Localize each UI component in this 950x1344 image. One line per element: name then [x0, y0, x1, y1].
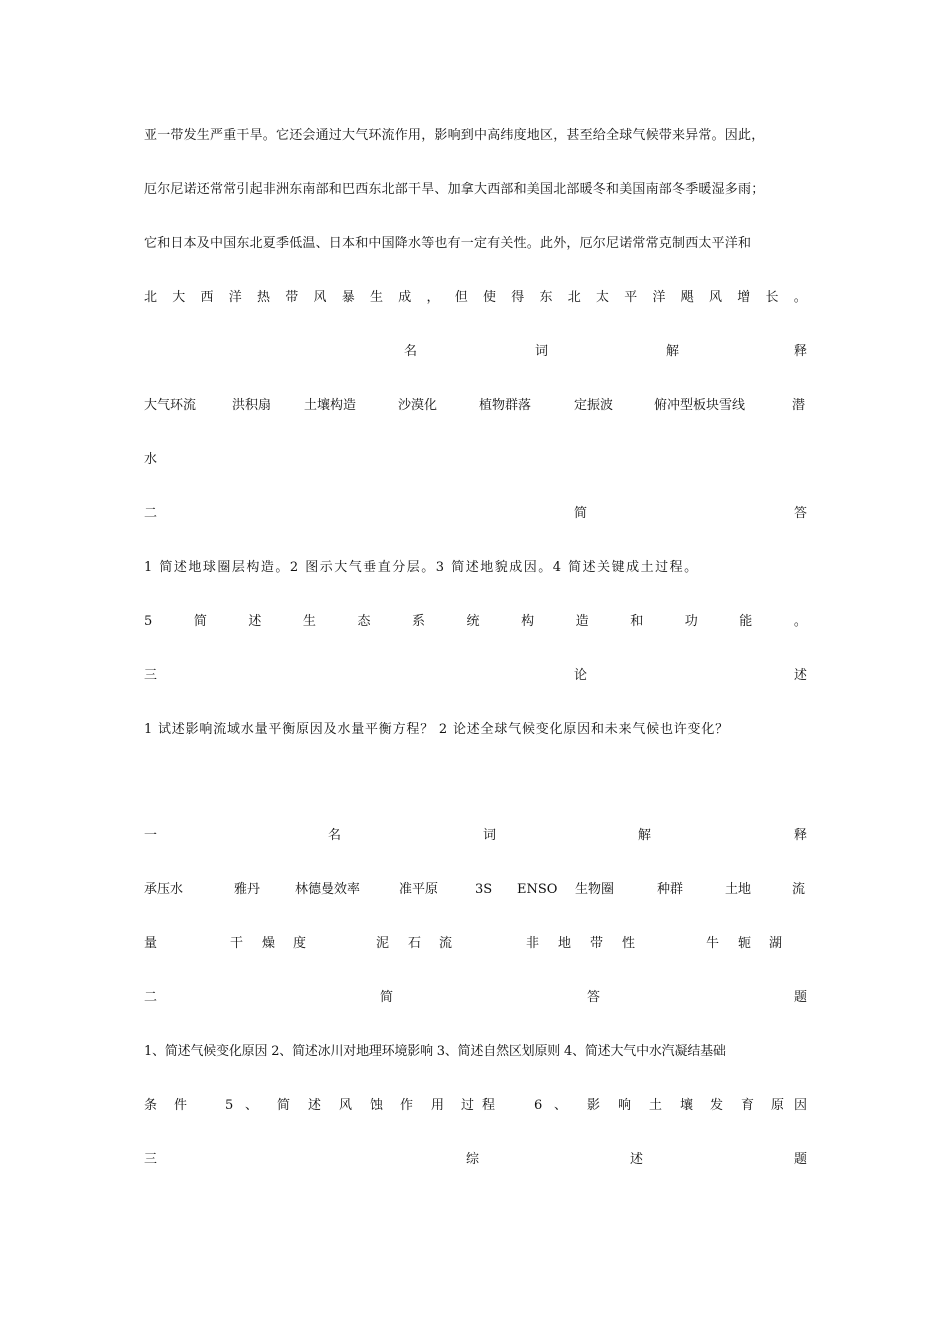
- paragraph-line-1: 亚一带发生严重干旱。它还会通过大气环流作用，影响到中高纬度地区，甚至给全球气候带来异常。因此，: [144, 128, 765, 143]
- char: 简: [193, 614, 207, 629]
- char: 湖: [769, 936, 783, 951]
- term: 生物圈: [575, 882, 615, 897]
- char: 简: [277, 1098, 291, 1113]
- char: 和: [630, 614, 644, 629]
- char: 轭: [738, 936, 752, 951]
- char: 平: [624, 290, 638, 305]
- char: 过: [461, 1098, 475, 1113]
- char: 系: [412, 614, 426, 629]
- term: 潜: [792, 398, 806, 413]
- char: 东: [539, 290, 553, 305]
- paragraph-line-2: 厄尔尼诺还常常引起非洲东南部和巴西东北部干旱、加拿大西部和美国北部暖冬和美国南部冬季暖湿多雨；: [144, 182, 765, 197]
- char: 态: [357, 614, 371, 629]
- char: 6: [534, 1098, 543, 1113]
- char: 大: [172, 290, 186, 305]
- char: 但: [454, 290, 468, 305]
- heading-char: 题: [794, 990, 807, 1005]
- char: 热: [257, 290, 271, 305]
- term: 植物群落: [479, 398, 532, 413]
- char: 飓: [680, 290, 694, 305]
- question-line-3: 1 试述影响流域水量平衡原因及水量平衡方程？ 2 论述全球气候变化原因和未来气候也许变化？: [144, 722, 729, 737]
- heading-char: 述: [630, 1152, 644, 1167]
- char: 因: [794, 1098, 807, 1113]
- term: 土地: [725, 882, 752, 897]
- heading-char: 名: [328, 828, 342, 843]
- heading-char: 简: [380, 990, 394, 1005]
- char: 响: [618, 1098, 632, 1113]
- term: 大气环流: [144, 398, 197, 413]
- char: 影: [587, 1098, 601, 1113]
- char: 得: [511, 290, 525, 305]
- term: 准平原: [399, 882, 439, 897]
- char: 长: [765, 290, 779, 305]
- char: 泥: [376, 936, 390, 951]
- char: 使: [483, 290, 497, 305]
- char: 统: [466, 614, 480, 629]
- term-list-1: [144, 396, 807, 416]
- heading-char: 述: [794, 668, 807, 683]
- heading-char: 论: [574, 668, 588, 683]
- char: 述: [248, 614, 262, 629]
- char: 非: [526, 936, 540, 951]
- term: 俯冲型板块雪线: [654, 398, 746, 413]
- section-heading-terms-1: [144, 342, 807, 362]
- heading-char: 二: [144, 990, 158, 1005]
- char: 风: [339, 1098, 353, 1113]
- question-line-2: [144, 612, 807, 632]
- term: 洪积扇: [232, 398, 272, 413]
- char: 洋: [652, 290, 666, 305]
- char: ，: [426, 290, 440, 305]
- char: 作: [400, 1098, 414, 1113]
- char: 生: [370, 290, 384, 305]
- heading-char: 词: [483, 828, 497, 843]
- char: 北: [144, 290, 158, 305]
- char: 壤: [680, 1098, 694, 1113]
- char: 5: [225, 1098, 234, 1113]
- char: 生: [302, 614, 316, 629]
- char: 育: [741, 1098, 755, 1113]
- char: 蚀: [370, 1098, 384, 1113]
- section-heading-short-answer-2: [144, 988, 807, 1008]
- char: 5: [144, 614, 153, 629]
- char: 流: [439, 936, 453, 951]
- char: 北: [567, 290, 581, 305]
- char: 。: [793, 290, 807, 305]
- char: 石: [408, 936, 422, 951]
- char: 条: [144, 1098, 158, 1113]
- char: 原: [771, 1098, 785, 1113]
- char: 度: [293, 936, 307, 951]
- char: 带: [590, 936, 604, 951]
- paragraph-line-3: 它和日本及中国东北夏季低温、日本和中国降水等也有一定有关性。此外，厄尔尼诺常常克制西太平洋和: [144, 236, 752, 251]
- term: 沙漠化: [398, 398, 438, 413]
- term: 承压水: [144, 882, 184, 897]
- term: 流: [792, 882, 806, 897]
- heading-char: 答: [587, 990, 601, 1005]
- char: 带: [285, 290, 299, 305]
- heading-char: 简: [574, 506, 588, 521]
- char: 成: [398, 290, 412, 305]
- heading-char: 答: [794, 506, 807, 521]
- char: 造: [575, 614, 589, 629]
- term-list-2-tail: [144, 934, 807, 954]
- heading-char: 二: [144, 506, 158, 521]
- term: 定振波: [574, 398, 614, 413]
- char: 程: [482, 1098, 496, 1113]
- char: 太: [596, 290, 610, 305]
- char: 功: [684, 614, 698, 629]
- char: 牛: [706, 936, 720, 951]
- heading-char: 释: [794, 828, 807, 843]
- char: 土: [649, 1098, 663, 1113]
- heading-char: 三: [144, 1152, 158, 1167]
- char: 构: [521, 614, 535, 629]
- char: 。: [793, 614, 807, 629]
- char: 干: [230, 936, 244, 951]
- section-heading-terms-2: [144, 826, 807, 846]
- term-list-2: [144, 880, 807, 900]
- char: 发: [710, 1098, 724, 1113]
- char: 述: [308, 1098, 322, 1113]
- term: ENSO: [517, 882, 558, 897]
- char: 风: [313, 290, 327, 305]
- heading-char: 综: [466, 1152, 480, 1167]
- section-heading-discussion-1: [144, 666, 807, 686]
- heading-char: 词: [535, 344, 549, 359]
- question-line-4: 1、简述气候变化原因 2、简述冰川对地理环境影响 3、简述自然区划原则 4、简述大气中水汽凝结基础: [144, 1044, 726, 1059]
- heading-char: 解: [638, 828, 652, 843]
- term: 林德曼效率: [295, 882, 361, 897]
- heading-char: 三: [144, 668, 158, 683]
- paragraph-line-4: [144, 288, 807, 308]
- char: 能: [739, 614, 753, 629]
- heading-char: 题: [794, 1152, 807, 1167]
- question-line-5: [144, 1096, 807, 1116]
- term: 土壤构造: [304, 398, 357, 413]
- char: 、: [554, 1098, 568, 1113]
- char: 西: [200, 290, 214, 305]
- char: 增: [737, 290, 751, 305]
- term: 3S: [475, 882, 493, 897]
- term: 雅丹: [234, 882, 261, 897]
- section-heading-synthesis: [144, 1150, 807, 1170]
- heading-char: 一: [144, 828, 158, 843]
- section-heading-short-answer-1: [144, 504, 807, 524]
- term-list-1-tail: 水: [144, 452, 158, 467]
- char: 地: [558, 936, 572, 951]
- char: 件: [174, 1098, 188, 1113]
- char: 、: [245, 1098, 259, 1113]
- char: 风: [709, 290, 723, 305]
- heading-char: 解: [666, 344, 680, 359]
- char: 洋: [228, 290, 242, 305]
- char: 燥: [262, 936, 276, 951]
- question-line-1: 1 简述地球圈层构造。2 图示大气垂直分层。3 简述地貌成因。4 简述关键成土过程。: [144, 560, 699, 575]
- char: 量: [144, 936, 158, 951]
- char: 性: [622, 936, 636, 951]
- term: 种群: [657, 882, 684, 897]
- char: 暴: [341, 290, 355, 305]
- heading-char: 释: [794, 344, 807, 359]
- char: 用: [431, 1098, 445, 1113]
- heading-char: 名: [404, 344, 418, 359]
